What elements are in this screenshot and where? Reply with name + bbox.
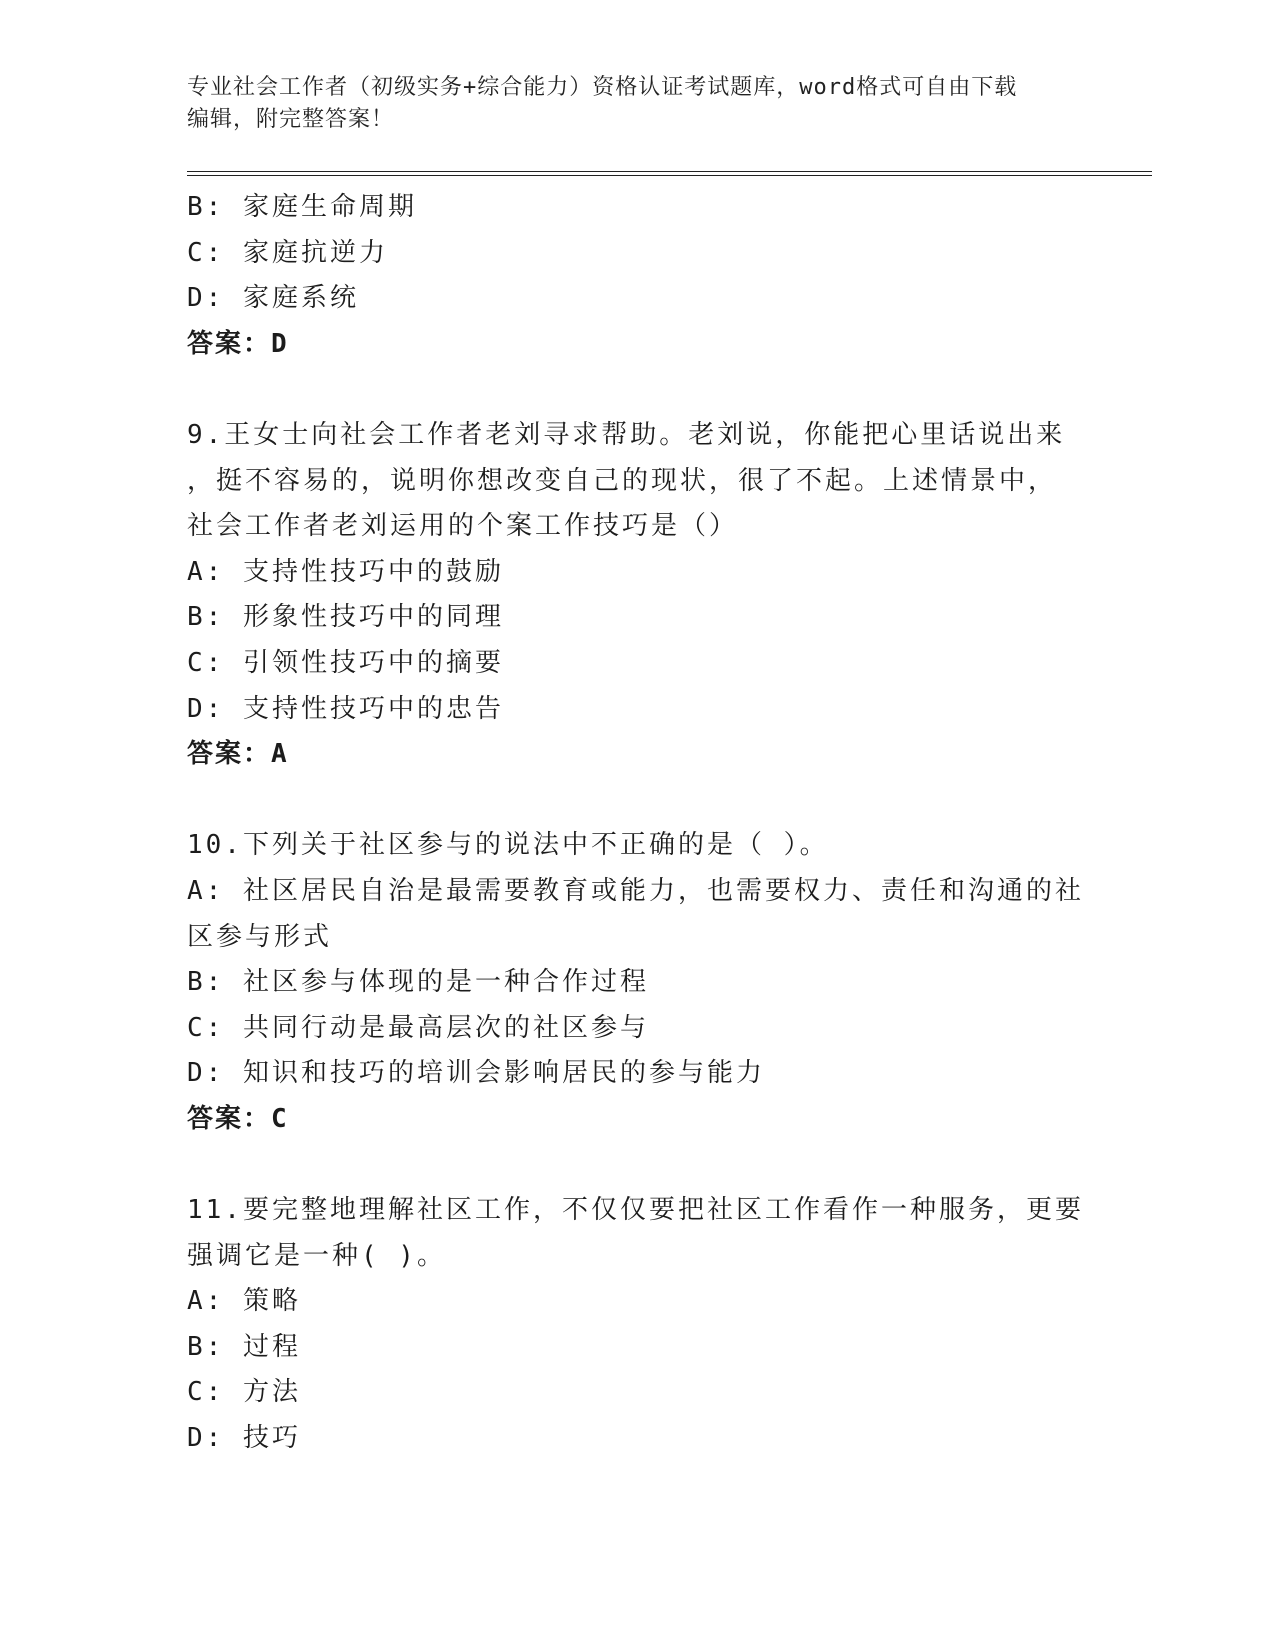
option-d: D: 家庭系统 xyxy=(187,283,359,314)
header-rule-bottom xyxy=(187,175,1152,176)
option-d: D: 支持性技巧中的忠告 xyxy=(187,693,504,724)
question-stem-line: 9.王女士向社会工作者老刘寻求帮助。老刘说，你能把心里话说出来 xyxy=(187,419,1066,450)
option-c: C: 共同行动是最高层次的社区参与 xyxy=(187,1012,649,1043)
option-d: D: 知识和技巧的培训会影响居民的参与能力 xyxy=(187,1058,765,1089)
question-10 xyxy=(187,823,1087,1142)
spacer xyxy=(187,1142,1087,1188)
question-stem-line: 11.要完整地理解社区工作，不仅仅要把社区工作看作一种服务，更要 xyxy=(187,1195,1084,1226)
spacer xyxy=(187,778,1087,824)
option-c: C: 方法 xyxy=(187,1377,301,1408)
question-stem-line: 社会工作者老刘运用的个案工作技巧是（） xyxy=(187,511,739,542)
option-b: B: 形象性技巧中的同理 xyxy=(187,602,504,633)
header-line-2: 编辑，附完整答案！ xyxy=(187,107,395,132)
header-line-1: 专业社会工作者（初级实务+综合能力）资格认证考试题库，word格式可自由下载 xyxy=(187,75,1018,100)
question-stem-line: 强调它是一种( )。 xyxy=(187,1240,446,1271)
option-a: A: 支持性技巧中的鼓励 xyxy=(187,556,504,587)
question-8-continued xyxy=(187,185,1087,367)
answer: 答案：A xyxy=(187,739,289,770)
question-content xyxy=(187,185,1087,1462)
option-a: A: 策略 xyxy=(187,1286,301,1317)
option-b: B: 过程 xyxy=(187,1331,301,1362)
option-a: A: 社区居民自治是最需要教育或能力，也需要权力、责任和沟通的社 xyxy=(187,875,1084,906)
question-stem-line: 10.下列关于社区参与的说法中不正确的是（ ）。 xyxy=(187,830,829,861)
header-rule-top xyxy=(187,171,1152,172)
answer: 答案：D xyxy=(187,328,289,359)
question-stem-line: ，挺不容易的，说明你想改变自己的现状，很了不起。上述情景中， xyxy=(187,465,1058,496)
answer: 答案：C xyxy=(187,1103,289,1134)
question-11 xyxy=(187,1188,1087,1462)
option-d: D: 技巧 xyxy=(187,1423,301,1454)
option-c: C: 引领性技巧中的摘要 xyxy=(187,647,504,678)
option-b: B: 社区参与体现的是一种合作过程 xyxy=(187,967,649,998)
spacer xyxy=(187,367,1087,413)
option-a-continued: 区参与形式 xyxy=(187,921,333,952)
option-c: C: 家庭抗逆力 xyxy=(187,237,388,268)
page-header xyxy=(187,72,1087,136)
option-b: B: 家庭生命周期 xyxy=(187,192,417,222)
question-9 xyxy=(187,413,1087,778)
